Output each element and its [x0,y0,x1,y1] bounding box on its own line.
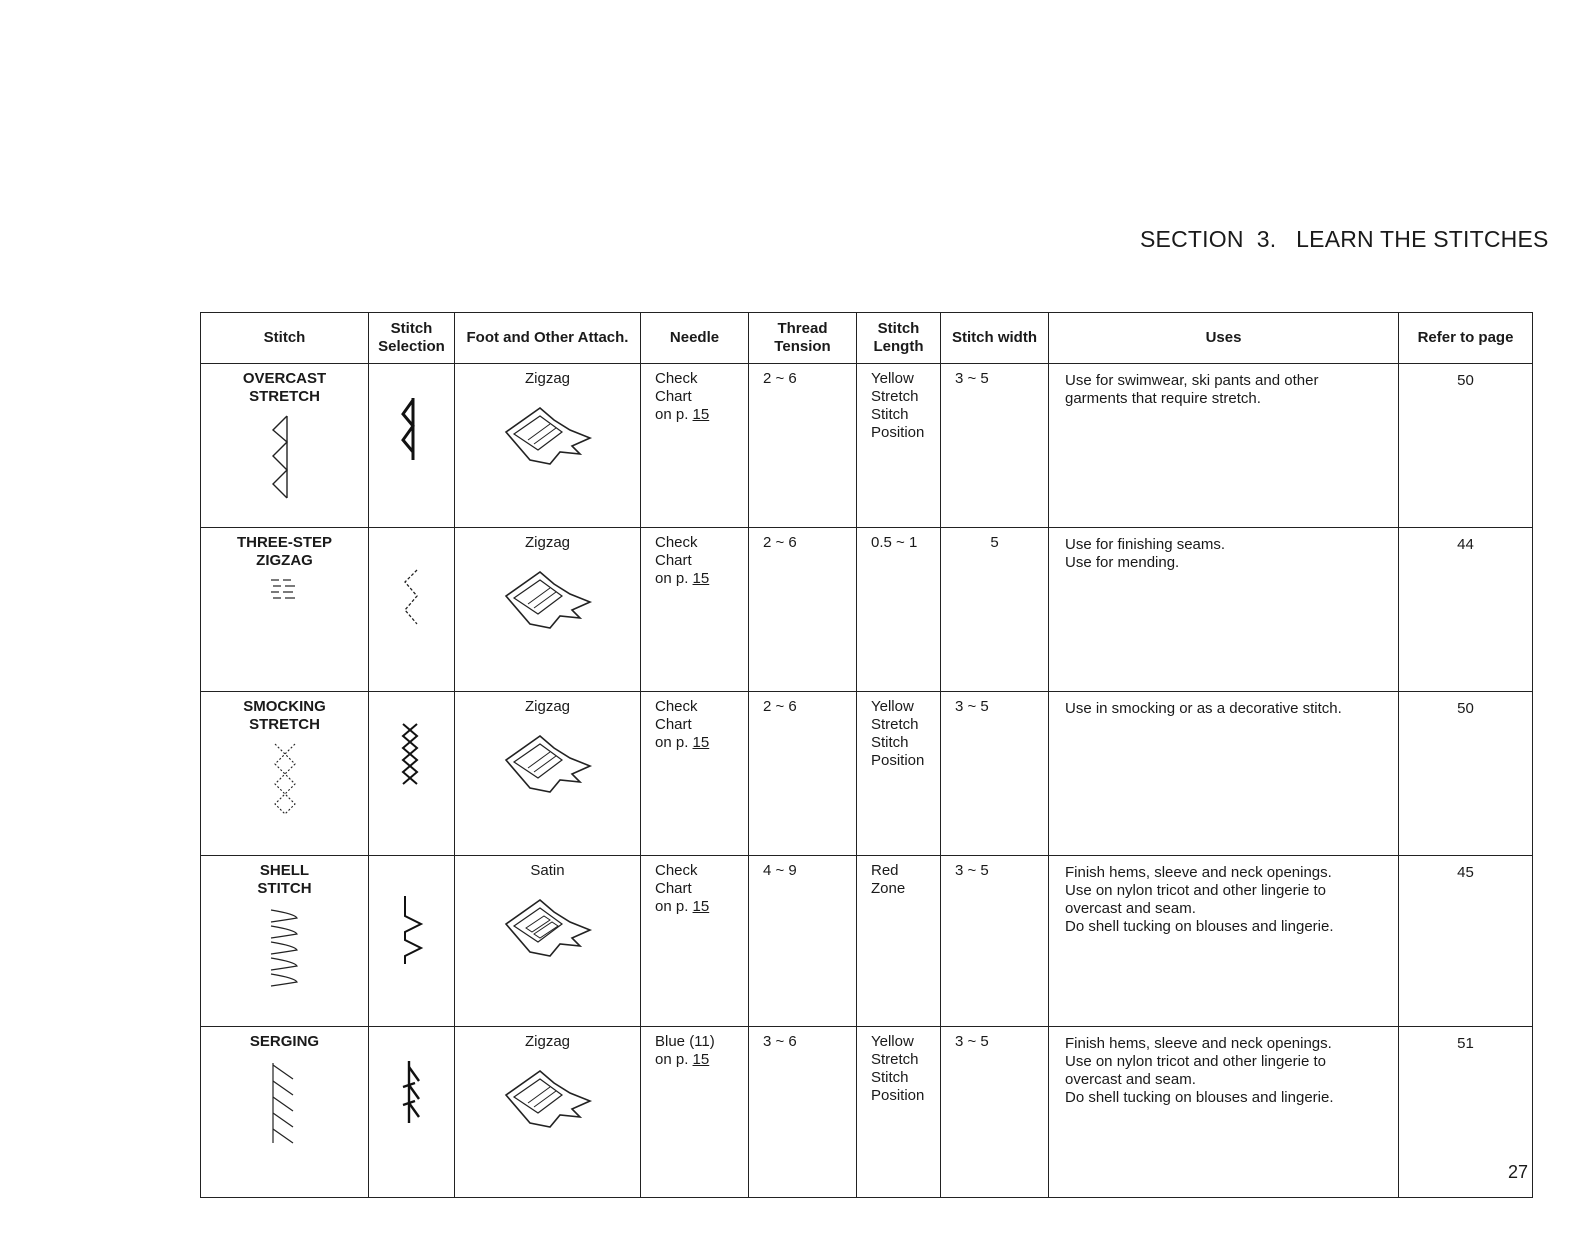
header-foot: Foot and Other Attach. [455,313,641,364]
uses-cell: Use in smocking or as a decorative stitch. [1049,692,1399,856]
zigzag-foot-icon [500,566,596,636]
stitch-cell [201,856,369,1027]
stitch-name: SERGING [249,1033,320,1050]
needle-cell [641,1027,749,1198]
stitch-length-cell: Yellow Stretch Stitch Position [857,364,941,528]
needle-page-link[interactable]: 15 [692,570,710,587]
stitch-selection-cell[interactable] [369,856,455,1027]
foot-cell [455,1027,641,1198]
header-uses: Uses [1049,313,1399,364]
foot-name: Zigzag [524,370,571,387]
needle-cell [641,528,749,692]
refer-page-cell[interactable]: 50 [1399,364,1533,528]
shell-stitch-selector-icon [399,886,427,966]
table-row [201,528,1533,692]
thread-tension-cell: 2 ~ 6 [749,364,857,528]
stitch-width-cell: 3 ~ 5 [941,1027,1049,1198]
stitch-selection-cell[interactable] [369,692,455,856]
header-refer-page: Refer to page [1399,313,1533,364]
page-number: 27 [1508,1162,1529,1182]
stitch-name: OVERCAST STRETCH [242,370,327,405]
header-stitch: Stitch [201,313,369,364]
thread-tension-cell: 2 ~ 6 [749,528,857,692]
table-header-row [201,313,1533,364]
stitch-selection-cell[interactable] [369,1027,455,1198]
header-stitch-length: Stitch Length [857,313,941,364]
header-stitch-width: Stitch width [941,313,1049,364]
stitch-length-cell: Yellow Stretch Stitch Position [857,692,941,856]
foot-name: Zigzag [524,698,571,715]
zigzag-foot-icon [500,730,596,800]
foot-cell [455,528,641,692]
foot-cell [455,856,641,1027]
foot-cell [455,692,641,856]
refer-page-cell[interactable]: 51 [1399,1027,1533,1198]
stitch-length-cell: Yellow Stretch Stitch Position [857,1027,941,1198]
needle-page-link[interactable]: 15 [692,1051,710,1068]
stitch-name: THREE-STEP ZIGZAG [236,534,332,569]
uses-cell: Finish hems, sleeve and neck openings. Use on nylon tricot and other lingerie to overcast and seam. Do shell tucking on blouses and lingerie. [1049,1027,1399,1198]
stitch-width-cell: 3 ~ 5 [941,856,1049,1027]
table-row [201,856,1533,1027]
needle-page-link[interactable]: 15 [692,406,710,423]
needle-text: Blue (11) on p. [655,1033,715,1068]
stitch-cell [201,364,369,528]
overcast-stretch-selector-icon [399,394,423,464]
needle-text: Check Chart on p. [655,534,698,587]
header-needle: Needle [641,313,749,364]
foot-cell [455,364,641,528]
needle-page-link[interactable]: 15 [692,898,710,915]
uses-cell: Use for finishing seams. Use for mending. [1049,528,1399,692]
needle-text: Check Chart on p. [655,698,698,751]
needle-cell [641,856,749,1027]
stitch-cell [201,1027,369,1198]
refer-page-cell[interactable]: 44 [1399,528,1533,692]
section-title: SECTION 3. LEARN THE STITCHES [1140,226,1549,252]
stitch-selection-cell[interactable] [369,364,455,528]
foot-name: Satin [530,862,565,879]
shell-stitch-pattern-icon [265,904,305,990]
stitch-width-cell: 3 ~ 5 [941,364,1049,528]
serging-selector-icon [399,1057,425,1127]
needle-page-link[interactable]: 15 [692,734,710,751]
thread-tension-cell: 3 ~ 6 [749,1027,857,1198]
table-row [201,364,1533,528]
uses-cell: Finish hems, sleeve and neck openings. Use on nylon tricot and other lingerie to overcast and seam. Do shell tucking on blouses and lingerie. [1049,856,1399,1027]
satin-foot-icon [500,894,596,964]
stitch-width-cell: 3 ~ 5 [941,692,1049,856]
needle-text: Check Chart on p. [655,370,698,423]
needle-cell [641,692,749,856]
stitch-width-cell: 5 [941,528,1049,692]
stitch-selection-cell[interactable] [369,528,455,692]
smocking-stretch-pattern-icon [265,740,305,820]
thread-tension-cell: 4 ~ 9 [749,856,857,1027]
three-step-zigzag-pattern-icon [265,576,305,606]
zigzag-foot-icon [500,1065,596,1135]
foot-name: Zigzag [524,534,571,551]
needle-cell [641,364,749,528]
stitch-table [200,312,1533,1198]
header-stitch-selection: Stitch Selection [369,313,455,364]
smocking-stretch-selector-icon [399,722,423,792]
stitch-name: SMOCKING STRETCH [243,698,326,733]
table-row [201,692,1533,856]
three-step-zigzag-selector-icon [399,558,423,638]
uses-cell: Use for swimwear, ski pants and other garments that require stretch. [1049,364,1399,528]
overcast-stretch-pattern-icon [265,412,305,502]
serging-pattern-icon [265,1057,305,1147]
stitch-length-cell: 0.5 ~ 1 [857,528,941,692]
refer-page-cell[interactable]: 50 [1399,692,1533,856]
refer-page-cell[interactable]: 45 [1399,856,1533,1027]
stitch-cell [201,692,369,856]
needle-text: Check Chart on p. [655,862,698,915]
stitch-length-cell: Red Zone [857,856,941,1027]
thread-tension-cell: 2 ~ 6 [749,692,857,856]
table-row [201,1027,1533,1198]
header-thread-tension: Thread Tension [749,313,857,364]
stitch-cell [201,528,369,692]
foot-name: Zigzag [524,1033,571,1050]
zigzag-foot-icon [500,402,596,472]
stitch-name: SHELL STITCH [257,862,312,897]
